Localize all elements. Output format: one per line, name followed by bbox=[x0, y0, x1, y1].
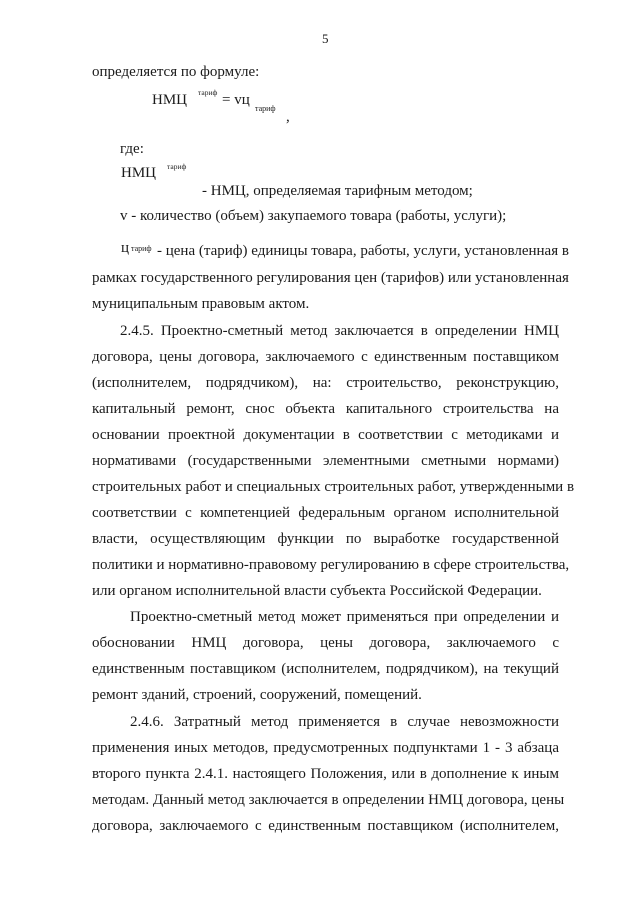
formula-lhs: НМЦ bbox=[152, 92, 188, 108]
paragraph-line: политики и нормативно-правовому регулированию в сфере строительства, bbox=[92, 557, 570, 573]
paragraph-line: методам. Данный метод заключается в определении НМЦ договора, цены bbox=[92, 792, 565, 808]
paragraph-line: 2.4.5. Проектно-сметный метод заключается в определении НМЦ bbox=[120, 323, 559, 339]
paragraph-line: ремонт зданий, строений, сооружений, помещений. bbox=[92, 687, 422, 703]
paragraph-line: второго пункта 2.4.1. настоящего Положения, или в дополнение к иным bbox=[92, 766, 559, 782]
def-c-symbol: ц bbox=[121, 240, 130, 256]
paragraph-line: (исполнителем, подрядчиком), на: строительство, реконструкцию, bbox=[92, 375, 559, 391]
paragraph-line: Проектно-сметный метод может применяться при определении и bbox=[130, 609, 559, 625]
paragraph-line: или органом исполнительной власти субъекта Российской Федерации. bbox=[92, 583, 542, 599]
paragraph-line: соответствии с компетенцией федеральным органом исполнительной bbox=[92, 505, 559, 521]
paragraph-line: договора, заключаемого с единственным поставщиком (исполнителем, bbox=[92, 818, 559, 834]
paragraph-line: строительных работ и специальных строительных работ, утвержденными в bbox=[92, 479, 575, 495]
formula-intro: определяется по формуле: bbox=[92, 64, 260, 80]
def-nmc-text: - НМЦ, определяемая тарифным методом; bbox=[202, 183, 473, 199]
def-c-line-3: муниципальным правовым актом. bbox=[92, 296, 310, 312]
formula-equals: = vц bbox=[222, 92, 250, 108]
page-number: 5 bbox=[322, 31, 329, 46]
paragraph-line: основании проектной документации в соответствии с методиками и bbox=[92, 427, 559, 443]
def-c-subscript: тариф bbox=[131, 244, 152, 253]
paragraph-line: 2.4.6. Затратный метод применяется в случае невозможности bbox=[130, 714, 559, 730]
paragraph-line: нормативами (государственными элементными сметными нормами) bbox=[92, 453, 559, 469]
paragraph-line: применения иных методов, предусмотренных подпунктами 1 - 3 абзаца bbox=[92, 740, 559, 756]
def-nmc-symbol: НМЦ bbox=[121, 165, 157, 181]
formula-comma: , bbox=[286, 109, 290, 125]
formula-rhs-subscript: тариф bbox=[255, 104, 276, 113]
def-c-line-2: рамках государственного регулирования цен (тарифов) или установленная bbox=[92, 270, 569, 286]
def-nmc-superscript: тариф bbox=[167, 162, 187, 171]
def-c-line-1: - цена (тариф) единицы товара, работы, услуги, установленная в bbox=[157, 243, 569, 259]
paragraph-line: власти, осуществляющим функции по выработке государственной bbox=[92, 531, 559, 547]
where-label: где: bbox=[120, 141, 144, 157]
paragraph-line: договора, цены договора, заключаемого с единственным поставщиком bbox=[92, 349, 559, 365]
paragraph-line: капитальный ремонт, снос объекта капитального строительства на bbox=[92, 401, 559, 417]
paragraph-line: единственным поставщиком (исполнителем, подрядчиком), на текущий bbox=[92, 661, 559, 677]
paragraph-line: обосновании НМЦ договора, цены договора, заключаемого с bbox=[92, 635, 559, 651]
def-v-text: v - количество (объем) закупаемого товара (работы, услуги); bbox=[120, 208, 507, 224]
formula-lhs-superscript: тариф bbox=[198, 88, 218, 97]
